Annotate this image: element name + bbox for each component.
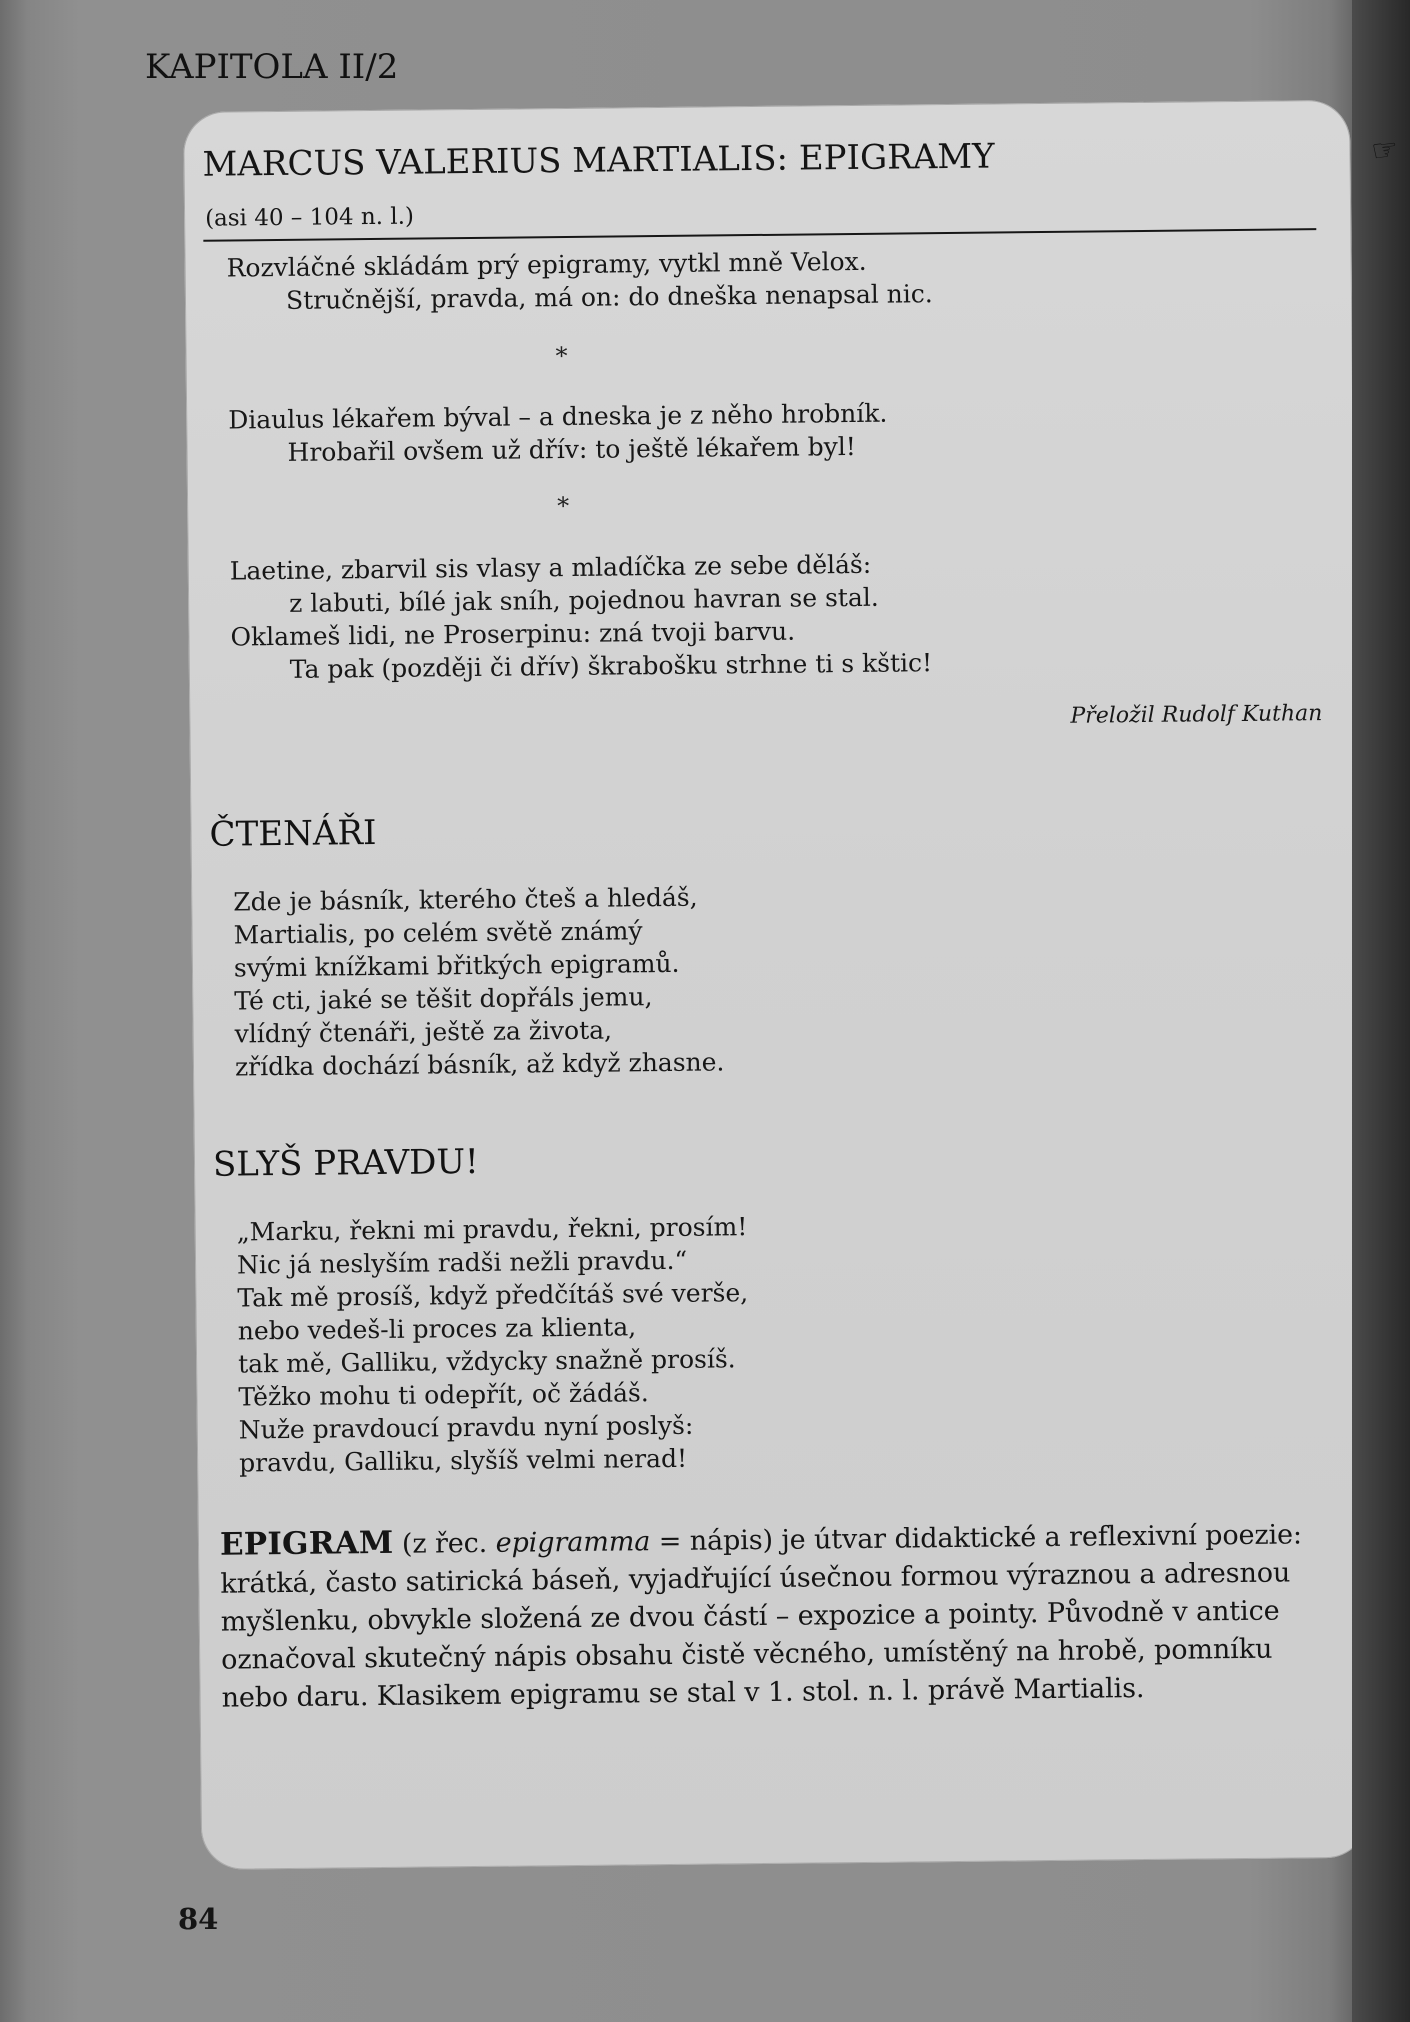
poem-line: vlídný čtenáři, ještě za života,	[234, 1015, 613, 1049]
poem-line: Ta pak (později či dřív) škrabošku strhne ti s kštic!	[289, 648, 933, 684]
poem-line: zřídka dochází básník, až když zhasne.	[234, 1047, 725, 1082]
poem-line: Té cti, jaké se těšit dopřáls jemu,	[234, 982, 653, 1016]
poem-line: Nuže pravdoucí pravdu nyní poslyš:	[238, 1410, 694, 1445]
greek-term: epigramma	[495, 1526, 651, 1559]
poem-line: Hrobařil ovšem už dřív: to ještě lékařem byl!	[287, 431, 857, 467]
definition-term: EPIGRAM	[219, 1524, 394, 1563]
chapter-title: KAPITOLA II/2	[145, 47, 399, 87]
poem-line: Martialis, po celém světě známý	[233, 916, 643, 950]
poem-line: z labuti, bílé jak sníh, pojednou havran se stal.	[288, 582, 879, 618]
poem-ctenari	[233, 880, 724, 1083]
poem-line: pravdu, Galliku, slyšíš velmi nerad!	[238, 1443, 688, 1478]
section-heading-slys-pravdu: SLYŠ PRAVDU!	[212, 1141, 479, 1185]
section-heading-ctenari: ČTENÁŘI	[209, 813, 377, 855]
poem-line: Zde je básník, kterého čteš a hledáš,	[233, 882, 698, 917]
poem-line: Nic já neslyším radši nežli pravdu.“	[236, 1245, 688, 1280]
poem-line: Těžko mohu ti odepřít, oč žádáš.	[238, 1378, 649, 1412]
epigram-diaulus	[228, 397, 888, 470]
epigram-separator: *	[557, 491, 570, 521]
poem-line: svými knížkami břitkých epigramů.	[233, 948, 680, 983]
translator-credit: Přeložil Rudolf Kuthan	[1070, 701, 1323, 729]
epigram-definition	[220, 1514, 1334, 1718]
pointing-hand-icon: ☞	[1369, 131, 1401, 170]
epigram-panel	[183, 100, 1368, 1870]
poem-line: Rozvláčné skládám prý epigramy, vytkl mně Velox.	[226, 246, 867, 283]
poem-line: Stručnější, pravda, má on: do dneška nenapsal nic.	[285, 279, 933, 315]
epigram-velox	[226, 244, 932, 317]
poem-line: „Marku, řekni mi pravdu, řekni, prosím!	[236, 1212, 748, 1247]
definition-text: = nápis) je útvar didaktické a reflexivní poezie: krátká, často satirická báseň, vyjadřující úsečnou formou výraznou a adresnou myšlenku, obvykle složená ze dvou částí – expozice a pointy. Původně v antice označoval skutečný nápis obsahu čistě věcného, umístěný na hrobě, pomníku nebo daru. Klasikem epigramu se stal v 1. stol. n. l. právě Martialis.	[220, 1519, 1303, 1714]
poem-line: Laetine, zbarvil sis vlasy a mladíčka ze sebe děláš:	[229, 549, 872, 586]
definition-intro: (z řec.	[393, 1527, 496, 1560]
poem-line: Oklameš lidi, ne Proserpinu: zná tvoji barvu.	[230, 616, 796, 652]
author-years: (asi 40 – 104 n. l.)	[204, 203, 415, 232]
next-page-edge	[1352, 0, 1410, 2022]
poem-slys-pravdu	[237, 1210, 750, 1479]
poem-line: Tak mě prosíš, když předčítáš své verše,	[237, 1278, 749, 1313]
poem-line: Diaulus lékařem býval – a dneska je z něho hrobník.	[228, 398, 888, 435]
poem-line: tak mě, Galliku, vždycky snažně prosíš.	[237, 1344, 736, 1379]
epigram-separator: *	[555, 341, 568, 371]
page-number: 84	[178, 1902, 219, 1936]
epigram-laetinus	[230, 547, 933, 686]
poem-line: nebo vedeš-li proces za klienta,	[237, 1312, 637, 1346]
article-title: MARCUS VALERIUS MARTIALIS: EPIGRAMY	[202, 136, 995, 185]
